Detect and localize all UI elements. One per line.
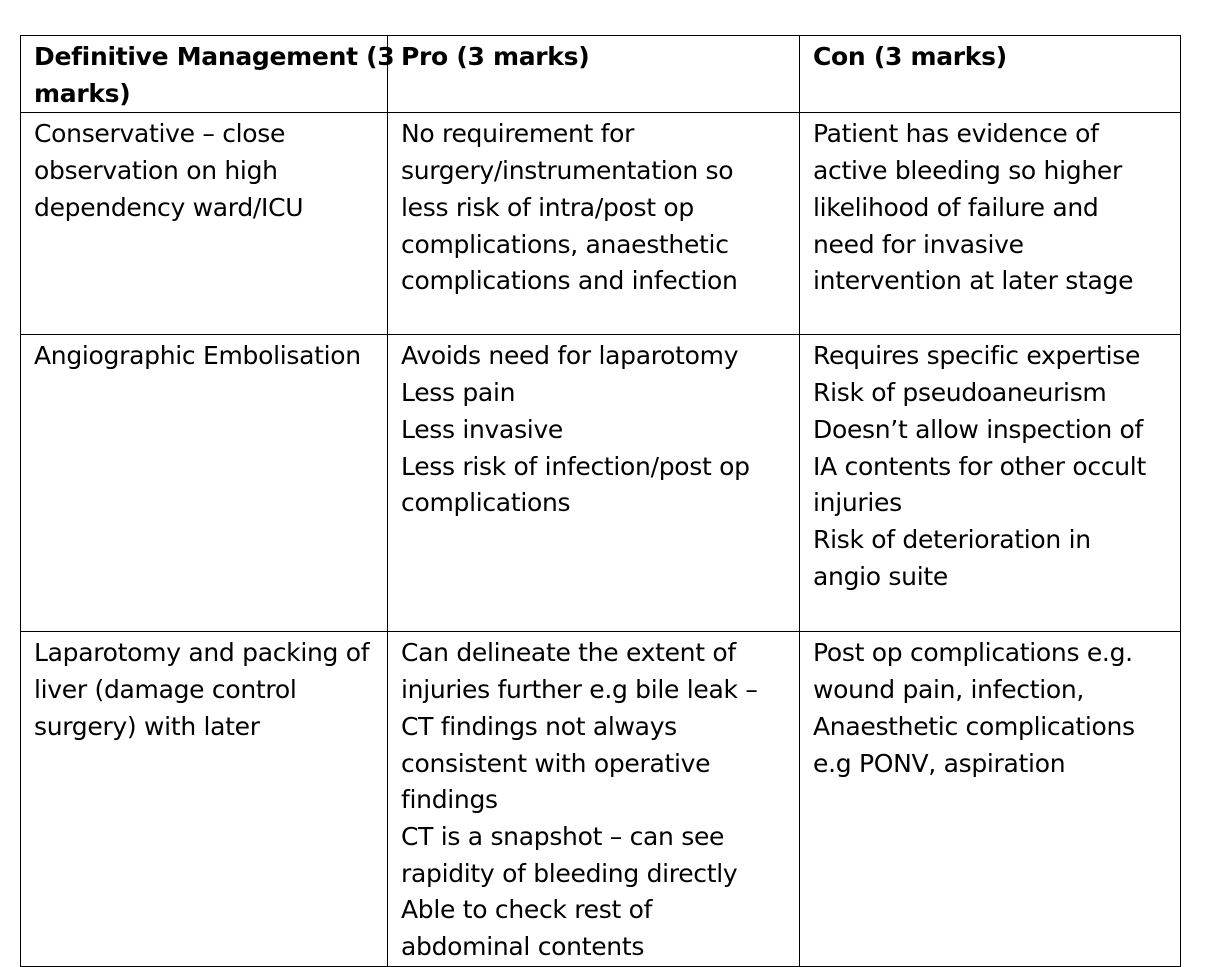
cell-text-line: consistent with operative bbox=[401, 748, 711, 778]
table-row bbox=[21, 632, 1181, 966]
pro-cell bbox=[388, 113, 800, 335]
management-cell bbox=[21, 632, 388, 966]
management-cell bbox=[21, 113, 388, 335]
cell-text-line: Laparotomy and packing of bbox=[34, 638, 370, 668]
cell-text-line: less risk of intra/post op bbox=[401, 192, 694, 222]
cell-text-line: Less invasive bbox=[401, 414, 564, 444]
cell-text-line: rapidity of bleeding directly bbox=[401, 858, 738, 888]
pro-cell bbox=[388, 335, 800, 632]
header-con bbox=[800, 36, 1181, 113]
cell-text-line: Post op complications e.g. bbox=[813, 638, 1133, 668]
cell-text-line: Can delineate the extent of bbox=[401, 638, 736, 668]
table-row bbox=[21, 113, 1181, 335]
cell-text-line: complications bbox=[401, 488, 571, 518]
cell-text-line: Conservative – close bbox=[34, 119, 286, 149]
header-text-line: Pro (3 marks) bbox=[401, 42, 590, 71]
cell-text-line: likelihood of failure and bbox=[813, 192, 1099, 222]
cell-text-line: observation on high bbox=[34, 156, 278, 186]
cell-text-line: No requirement for bbox=[401, 119, 635, 149]
cell-text-line: Able to check rest of bbox=[401, 895, 653, 925]
cell-text-line: injuries bbox=[813, 488, 902, 518]
table-header-row bbox=[21, 36, 1181, 113]
cell-text-line: complications and infection bbox=[401, 266, 738, 296]
cell-text-line: Less pain bbox=[401, 378, 516, 408]
cell-text-line: CT is a snapshot – can see bbox=[401, 821, 725, 851]
management-cell bbox=[21, 335, 388, 632]
cell-text-line: abdominal contents bbox=[401, 932, 645, 962]
cell-text-line: CT findings not always bbox=[401, 711, 677, 741]
cell-text-line: injuries further e.g bile leak – bbox=[401, 675, 758, 705]
cell-text-line: Anaesthetic complications bbox=[813, 711, 1135, 741]
cell-text-line: need for invasive bbox=[813, 229, 1024, 259]
header-text-line: marks) bbox=[34, 78, 131, 108]
cell-text-line: e.g PONV, aspiration bbox=[813, 748, 1066, 778]
cell-text-line: Angiographic Embolisation bbox=[34, 341, 361, 371]
management-table bbox=[20, 35, 1181, 967]
cell-text-line: Avoids need for laparotomy bbox=[401, 341, 739, 371]
cell-text-line: IA contents for other occult bbox=[813, 451, 1146, 481]
pro-cell bbox=[388, 632, 800, 966]
cell-text-line: intervention at later stage bbox=[813, 266, 1134, 296]
cell-text-line: Risk of pseudoaneurism bbox=[813, 378, 1107, 408]
cell-text-line: Requires specific expertise bbox=[813, 341, 1141, 371]
con-cell bbox=[800, 113, 1181, 335]
header-definitive-management bbox=[21, 36, 395, 113]
header-pro bbox=[388, 36, 800, 113]
cell-text-line: dependency ward/ICU bbox=[34, 192, 304, 222]
cell-text-line: active bleeding so higher bbox=[813, 156, 1122, 186]
cell-text-line: Patient has evidence of bbox=[813, 119, 1099, 149]
header-text-line: Con (3 marks) bbox=[813, 42, 1007, 71]
cell-text-line: findings bbox=[401, 785, 498, 815]
cell-text-line: liver (damage control bbox=[34, 675, 297, 705]
cell-text-line: surgery/instrumentation so bbox=[401, 156, 734, 186]
cell-text-line: wound pain, infection, bbox=[813, 675, 1085, 705]
cell-text-line: Less risk of infection/post op bbox=[401, 451, 750, 481]
cell-text-line: Risk of deterioration in bbox=[813, 524, 1091, 554]
table-row bbox=[21, 335, 1181, 632]
cell-text-line: complications, anaesthetic bbox=[401, 229, 729, 259]
header-text-line: Definitive Management (3 bbox=[34, 42, 395, 71]
con-cell bbox=[800, 335, 1181, 632]
con-cell bbox=[800, 632, 1181, 966]
cell-text-line: Doesn’t allow inspection of bbox=[813, 414, 1144, 444]
cell-text-line: angio suite bbox=[813, 561, 948, 591]
cell-text-line: surgery) with later bbox=[34, 711, 260, 741]
